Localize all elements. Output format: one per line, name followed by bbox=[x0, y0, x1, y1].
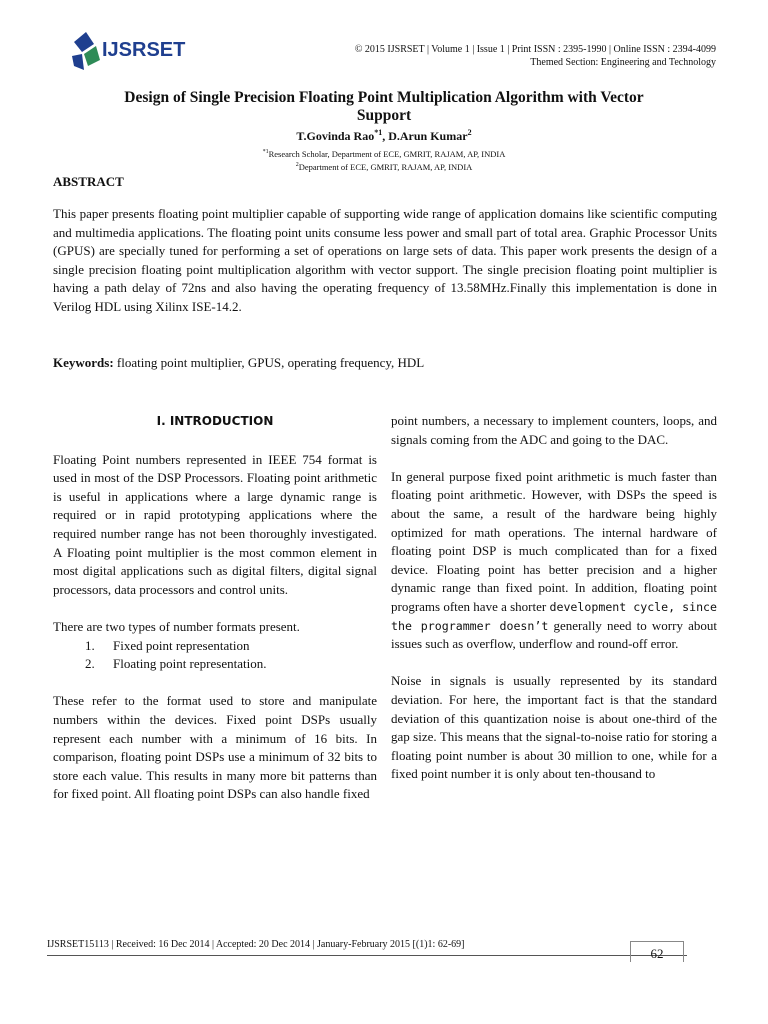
footer-citation: IJSRSET15113 | Received: 16 Dec 2014 | Accepted: 20 Dec 2014 | January-February 2015 [(1)1: 62-69] bbox=[47, 939, 465, 950]
left-column bbox=[53, 412, 377, 822]
right-column bbox=[391, 412, 717, 802]
number-formats-list bbox=[53, 637, 377, 674]
title-line-2: Support bbox=[356, 107, 412, 124]
issue-info: © 2015 IJSRSET | Volume 1 | Issue 1 | Print ISSN : 2395-1990 | Online ISSN : 2394-4099 bbox=[354, 44, 716, 55]
keywords bbox=[53, 355, 717, 371]
author-2: , D.Arun Kumar bbox=[382, 129, 468, 143]
logo-wordmark: IJSRSET bbox=[102, 39, 186, 61]
themed-section: Themed Section: Engineering and Technology bbox=[530, 57, 716, 68]
footer-divider bbox=[47, 955, 687, 956]
number-formats-intro: There are two types of number formats present. bbox=[53, 618, 300, 634]
journal-logo-icon bbox=[70, 30, 190, 78]
page-number: 62 bbox=[630, 941, 684, 962]
paper-title bbox=[40, 89, 728, 125]
right-paragraph-2a: In general purpose fixed point arithmetic is much faster than floating point arithmetic. However, with DSPs the speed is about the same, a result of the hardware being highly optimized for math operations. The internal hardware of floating point DSP is much complicated than for a fixed device. Floating point has better precision and a higher dynamic range than fixed point. In addition, floating point programs often have a shorter bbox=[391, 468, 717, 614]
right-paragraph-2b: development cycle, since the programmer doesn’t bbox=[391, 599, 718, 633]
affiliation-2 bbox=[40, 160, 728, 173]
keywords-label: Keywords: bbox=[53, 355, 114, 370]
affil-1-text: Research Scholar, Department of ECE, GMRIT, RAJAM, AP, INDIA bbox=[268, 148, 506, 159]
author-2-sup: 2 bbox=[467, 128, 472, 137]
right-paragraph-1: point numbers, a necessary to implement counters, loops, and signals coming from the ADC and going to the DAC. bbox=[391, 413, 717, 447]
affiliations bbox=[40, 147, 728, 173]
list-item-number: 1. bbox=[85, 637, 95, 653]
affil-2-text: Department of ECE, GMRIT, RAJAM, AP, INDIA bbox=[298, 161, 473, 172]
author-1-sup: *1 bbox=[374, 128, 383, 137]
right-paragraph-2c: generally need to worry about issues such as overflow, underflow and round-off error. bbox=[391, 617, 717, 652]
title-line-1: Design of Single Precision Floating Point Multiplication Algorithm with Vector bbox=[124, 89, 644, 106]
author-1: T.Govinda Rao bbox=[296, 129, 375, 143]
list-item bbox=[53, 655, 377, 674]
abstract-heading: ABSTRACT bbox=[53, 174, 124, 189]
intro-paragraph-3: These refer to the format used to store and manipulate numbers within the devices. Fixed point DSPs usually represent each number with a minimum of 16 bits. In comparison, floating point DSPs use a minimum of 32 bits to store each value. This results in many more bit patterns than for fixed point. All floating point DSPs can also handle fixed bbox=[53, 693, 377, 802]
right-paragraph-3: Noise in signals is usually represented by its standard deviation. For here, the important fact is that the standard deviation of this quantization noise is about one-third of the gap size. This means that the signal-to-noise ratio for storing a floating point number is about 30 million to one, while for a fixed point number it is only about ten-thousand to bbox=[391, 673, 717, 782]
abstract-body: This paper presents floating point multiplier capable of supporting wide range of application domains like scientific computing and multimedia applications. The floating point units consume less power and small part of total area. Graphic Processor Units (GPUS) are specially tuned for performing a set of operations on large sets of data. This paper work presents the design of a single precision floating point multiplication algorithm with vector support. The single precision floating point multiplier is having a path delay of 72ns and also having the operating frequency of 13.58MHz.Finally this implementation is done in Verilog HDL using Xilinx ISE-14.2. bbox=[53, 206, 717, 314]
list-item-number: 2. bbox=[85, 656, 95, 672]
affiliation-1 bbox=[40, 147, 728, 160]
affil-1-sup: *1 bbox=[262, 149, 269, 155]
authors bbox=[40, 128, 728, 144]
journal-header bbox=[355, 43, 716, 69]
intro-paragraph-1: Floating Point numbers represented in IEEE 754 format is used in most of the DSP Processors. Floating point arithmetic is useful in applications where a large dynamic range is required or in rapid prototyping applications where the required number range has not been thoroughly investigated. A Floating point multiplier is the most common element in most digital applications such as digital filters, digital signal processors, data processors and control units. bbox=[53, 451, 377, 597]
journal-logo bbox=[70, 30, 190, 78]
right-paragraph-2 bbox=[391, 468, 717, 654]
section-heading-introduction: I. INTRODUCTION bbox=[156, 414, 274, 428]
affil-2-sup: 2 bbox=[295, 161, 299, 168]
list-item-text: Fixed point representation bbox=[113, 637, 250, 653]
list-item-text: Floating point representation. bbox=[113, 656, 267, 672]
keywords-list: floating point multiplier, GPUS, operating frequency, HDL bbox=[116, 355, 425, 370]
list-item bbox=[53, 637, 377, 656]
